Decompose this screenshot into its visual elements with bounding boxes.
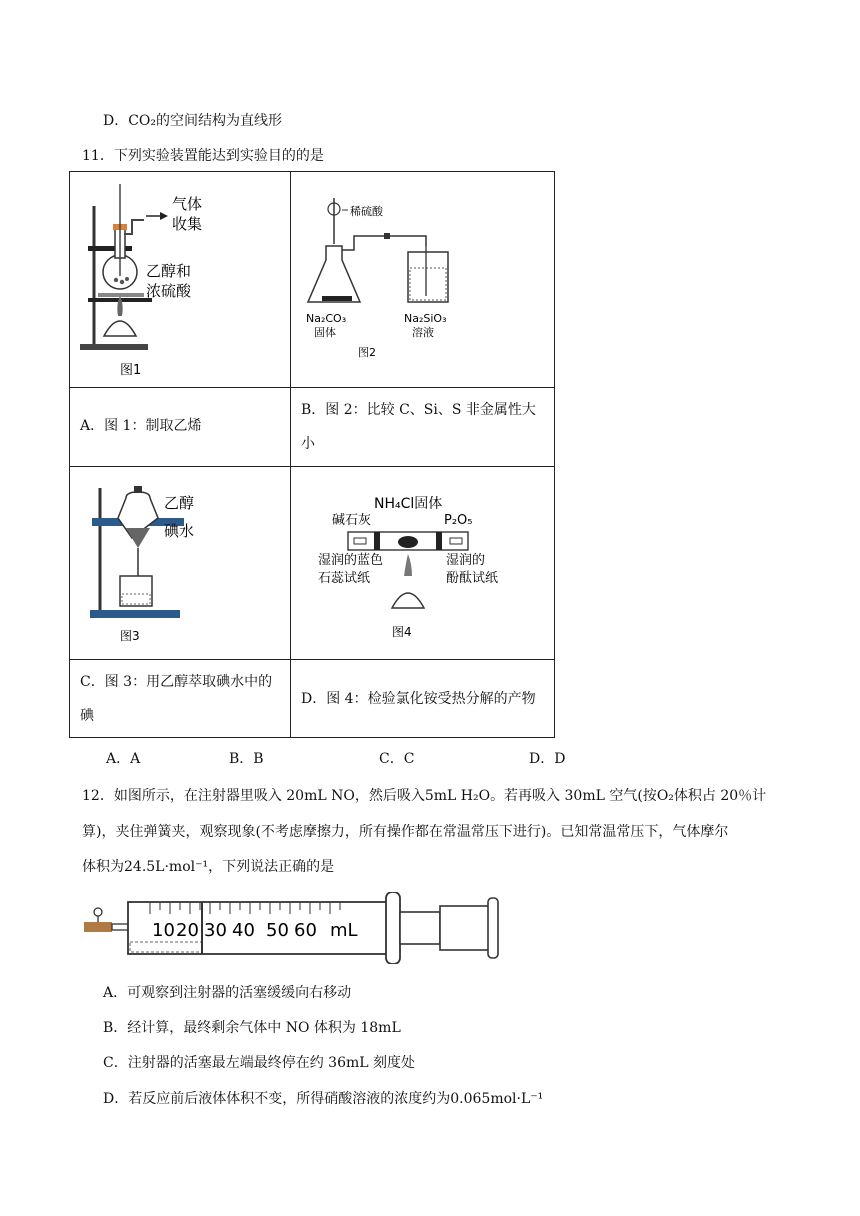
fig2-label-right2: 溶液: [412, 326, 434, 339]
q12-line3-molar-volume: 24.5L·mol⁻¹: [124, 859, 209, 875]
fig1-label-reagent1: 乙醇和: [146, 262, 192, 280]
q12-line1-part3: 体积占 20％计: [673, 788, 767, 804]
q12-option-d-value: 0.065mol·L⁻¹: [450, 1091, 544, 1107]
q12-stem-line3: [82, 857, 334, 877]
table-divider-3: [70, 659, 554, 660]
fig4-label-left2: 石蕊试纸: [318, 571, 371, 586]
fig4-label-soda: 碱石灰: [332, 513, 372, 528]
table-divider-vertical: [290, 172, 291, 737]
syringe-figure: [80, 892, 500, 964]
fig4-label-p2o5: P₂O₅: [444, 513, 473, 528]
q12-stem-line2: 算)，夹住弹簧夹，观察现象(不考虑摩擦力，所有操作都在常温常压下进行)。已知常温常压下，气体摩尔: [82, 824, 729, 840]
q12-option-d-text: D．若反应前后液体体积不变，所得硝酸溶液的浓度约为: [103, 1091, 451, 1107]
syringe-scale-10: 10: [152, 920, 175, 941]
q11-choice-d: D．D: [529, 751, 566, 767]
q11-cell-c-line2: 碘: [80, 708, 94, 724]
figure-4-nh4cl-apparatus: [296, 490, 552, 650]
q12-line1-water: 5mL H₂O: [424, 788, 491, 804]
figure-1-ethylene-apparatus: [74, 176, 284, 382]
table-divider-2: [70, 466, 554, 467]
syringe-scale-40: 40: [232, 920, 255, 941]
q10-option-d: D．CO₂的空间结构为直线形: [103, 113, 283, 129]
fig4-label-right1: 湿润的: [446, 553, 486, 568]
q11-choice-c: C．C: [379, 751, 415, 767]
fig1-label-gas: 气体: [172, 195, 203, 213]
q11-cell-a: A．图 1：制取乙烯: [80, 418, 202, 434]
fig2-label-acid: 稀硫酸: [350, 205, 383, 218]
q12-option-b: B．经计算，最终剩余气体中 NO 体积为 18mL: [103, 1020, 401, 1036]
table-divider-1: [70, 387, 554, 388]
figure-3-separatory-funnel: [76, 478, 286, 652]
fig4-label-right2: 酚酞试纸: [446, 571, 499, 586]
q12-line3-part2: ，下列说法正确的是: [208, 859, 335, 875]
q12-option-c: C．注射器的活塞最左端最终停在约 36mL 刻度处: [103, 1055, 415, 1071]
q11-choice-a: A．A: [106, 751, 141, 767]
syringe-scale-50: 50: [266, 920, 289, 941]
q12-option-a: A．可观察到注射器的活塞缓缓向右移动: [103, 985, 352, 1001]
q12-option-d: [103, 1089, 543, 1109]
q11-table: [69, 171, 555, 738]
fig1-label-reagent2: 浓硫酸: [146, 282, 192, 300]
syringe-scale-unit: mL: [330, 920, 358, 941]
q11-stem: 11．下列实验装置能达到实验目的的是: [82, 148, 324, 164]
fig2-label-left1: Na₂CO₃: [306, 312, 347, 325]
fig3-label2: 碘水: [164, 522, 195, 540]
syringe-scale-30: 30: [204, 920, 227, 941]
fig3-label1: 乙醇: [164, 494, 195, 512]
syringe-scale-20: 20: [176, 920, 199, 941]
fig2-label-left2: 固体: [314, 326, 336, 339]
q11-choice-b: B．B: [229, 751, 264, 767]
syringe-scale-60: 60: [294, 920, 317, 941]
q12-line1-part2: 。若再吸入 30mL 空气(按: [490, 788, 657, 804]
q11-cell-b-line2: 小: [301, 436, 315, 452]
fig4-caption: 图4: [392, 625, 412, 639]
q11-cell-c-line1: C．图 3：用乙醇萃取碘水中的: [80, 674, 273, 690]
fig2-caption: 图2: [358, 346, 376, 359]
q11-cell-b-line1: B．图 2：比较 C、Si、S 非金属性大: [301, 402, 536, 418]
fig2-label-right1: Na₂SiO₃: [404, 312, 447, 325]
q12-line1-o2: O₂: [656, 788, 674, 804]
q12-line1-part1: 12．如图所示，在注射器里吸入 20mL NO，然后吸入: [82, 788, 425, 804]
fig3-caption: 图3: [120, 629, 140, 643]
q12-stem-line1: [82, 786, 766, 806]
figure-2-acidity-apparatus: [296, 184, 552, 364]
fig1-label-collect: 收集: [172, 215, 203, 233]
fig4-label-left1: 湿润的蓝色: [318, 553, 384, 568]
q12-line3-part1: 体积为: [82, 859, 124, 875]
q11-cell-d: D．图 4：检验氯化铵受热分解的产物: [301, 691, 536, 707]
fig4-label-top: NH₄Cl固体: [374, 496, 443, 512]
fig1-caption: 图1: [120, 363, 142, 378]
